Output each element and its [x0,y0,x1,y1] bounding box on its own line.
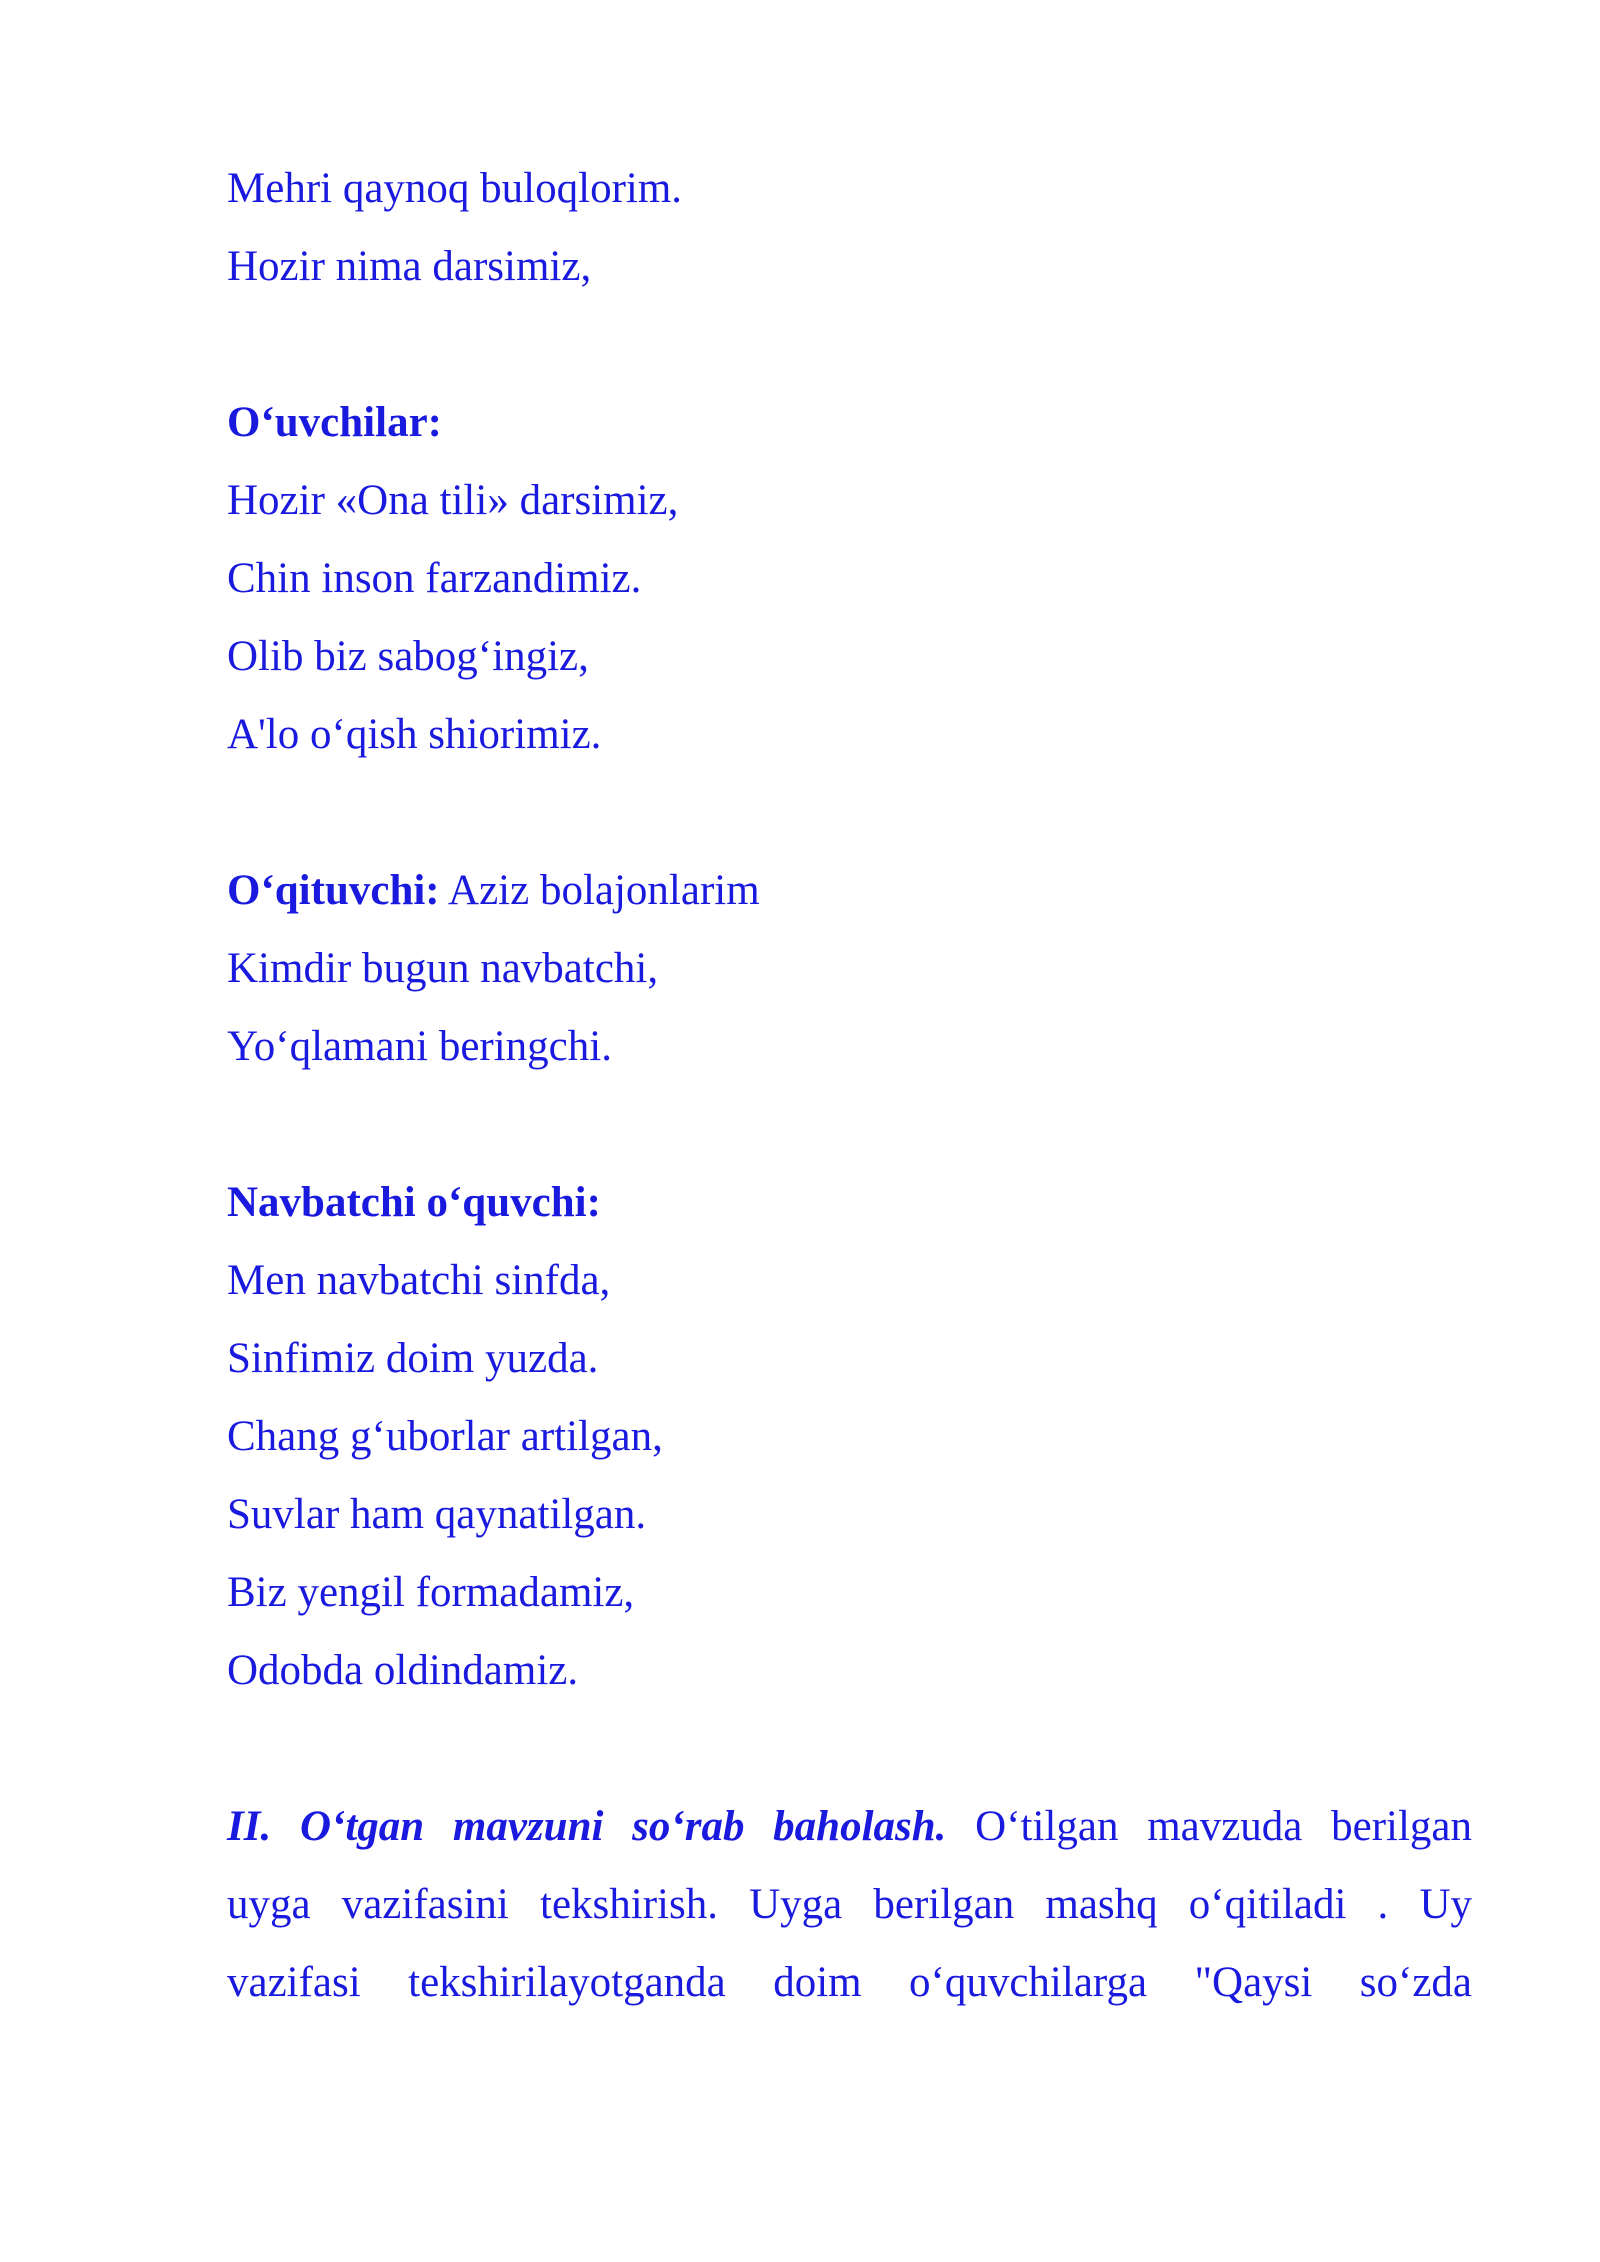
text-line: Yo‘qlamani beringchi. [227,1023,612,1070]
section2-line1-rest: O‘tilgan mavzuda berilgan [975,1803,1473,1850]
text-line: Suvlar ham qaynatilgan. [227,1491,647,1538]
text-line: A'lo o‘qish shiorimiz. [227,711,602,758]
text-line: Olib biz sabog‘ingiz, [227,633,589,680]
teacher-heading: O‘qituvchi: [227,867,440,914]
text-line: Kimdir bugun navbatchi, [227,945,659,992]
text-line: Sinfimiz doim yuzda. [227,1335,599,1382]
section2-line-2: uyga vazifasini tekshirish. Uyga berilgan mashq o‘qitiladi . Uy [227,1881,1472,1928]
duty-heading: Navbatchi o‘quvchi: [227,1179,601,1226]
paragraph-gap [227,306,1472,384]
pupils-heading: O‘uvchilar: [227,399,442,446]
teacher-first-line: Aziz bolajonlarim [439,867,760,914]
text-line: Hozir nima darsimiz, [227,243,592,290]
text-line: Odobda oldindamiz. [227,1647,579,1694]
document-body [227,150,1472,2022]
paragraph-gap [227,1710,1472,1788]
section2-line-1 [227,1788,1472,1866]
paragraph-gap [227,774,1472,852]
text-line: Men navbatchi sinfda, [227,1257,611,1304]
text-line: Mehri qaynoq buloqlorim. [227,165,683,212]
teacher-line [227,852,1472,930]
paragraph-gap [227,1086,1472,1164]
text-line: Chin inson farzandimiz. [227,555,642,602]
text-line: Chang g‘uborlar artilgan, [227,1413,663,1460]
text-line: Biz yengil formadamiz, [227,1569,635,1616]
section2-line-3: vazifasi tekshirilayotganda doim o‘quvchilarga "Qaysi so‘zda [227,1959,1472,2006]
section2-heading: II. O‘tgan mavzuni so‘rab baholash. [227,1803,947,1850]
text-line: Hozir «Ona tili» darsimiz, [227,477,679,524]
